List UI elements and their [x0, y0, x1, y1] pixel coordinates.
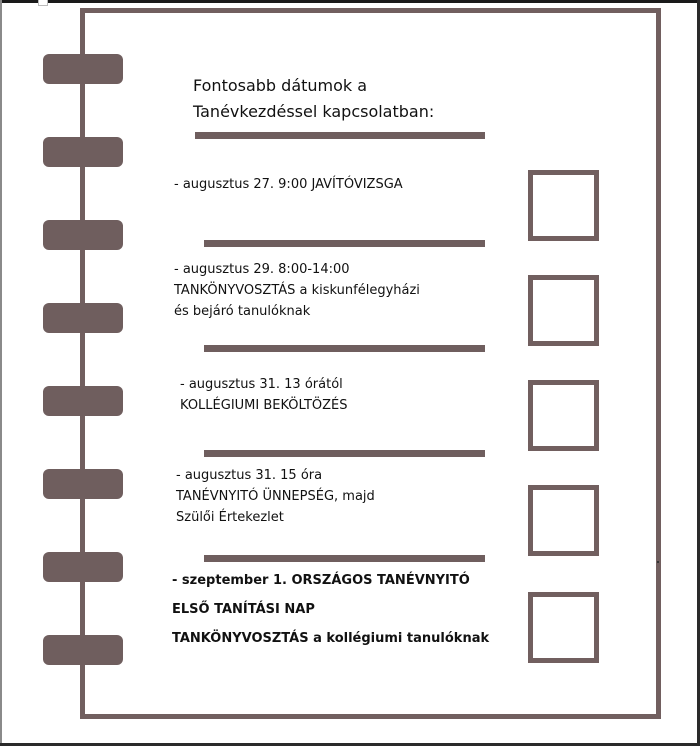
empty-checkbox-icon[interactable] [528, 592, 599, 663]
divider-rule [204, 555, 485, 562]
empty-checkbox-icon[interactable] [528, 170, 599, 241]
event-line: - augusztus 27. 9:00 JAVÍTÓVIZSGA [174, 177, 403, 192]
event-entry-4 [176, 465, 375, 528]
notebook-ring-icon [43, 137, 123, 167]
event-line: TANKÖNYVOSZTÁS a kollégiumi tanulóknak [172, 631, 490, 646]
event-entry-5 [172, 566, 489, 653]
notebook-ring-icon [43, 469, 123, 499]
empty-checkbox-icon[interactable] [528, 485, 599, 556]
notebook-ring-icon [43, 552, 123, 582]
event-line: KOLLÉGIUMI BEKÖLTÖZÉS [180, 398, 348, 413]
notebook-ring-icon [43, 220, 123, 250]
event-line: - augusztus 29. 8:00-14:00 [174, 262, 350, 277]
event-entry-1 [174, 174, 403, 195]
event-line: és bejáró tanulóknak [174, 304, 311, 319]
notebook-ring-icon [43, 386, 123, 416]
notebook-ring-icon [43, 54, 123, 84]
event-line: TANÉVNYITÓ ÜNNEPSÉG, majd [176, 489, 375, 504]
stray-dot [657, 561, 659, 563]
divider-rule [204, 450, 485, 457]
notebook-ring-icon [43, 635, 123, 665]
window-frame-left [0, 0, 2, 746]
window-frame-top [0, 0, 700, 3]
event-line: TANKÖNYVOSZTÁS a kiskunfélegyházi [174, 283, 420, 298]
event-line: - szeptember 1. ORSZÁGOS TANÉVNYITÓ [172, 573, 470, 588]
empty-checkbox-icon[interactable] [528, 380, 599, 451]
divider-rule [204, 345, 485, 352]
event-line: Szülői Értekezlet [176, 510, 284, 525]
event-entry-3 [180, 374, 348, 416]
event-line: ELSŐ TANÍTÁSI NAP [172, 602, 315, 617]
event-line: - augusztus 31. 15 óra [176, 468, 323, 483]
empty-checkbox-icon[interactable] [528, 275, 599, 346]
divider-rule [204, 240, 485, 247]
corner-marker [38, 0, 48, 6]
event-line: - augusztus 31. 13 órától [180, 377, 343, 392]
page-title-line-2: Tanévkezdéssel kapcsolatban: [193, 102, 435, 121]
divider-rule [195, 132, 485, 139]
page-title-line-1: Fontosabb dátumok a [193, 76, 368, 95]
event-entry-2 [174, 259, 420, 322]
notebook-ring-icon [43, 303, 123, 333]
page-title [193, 73, 434, 125]
